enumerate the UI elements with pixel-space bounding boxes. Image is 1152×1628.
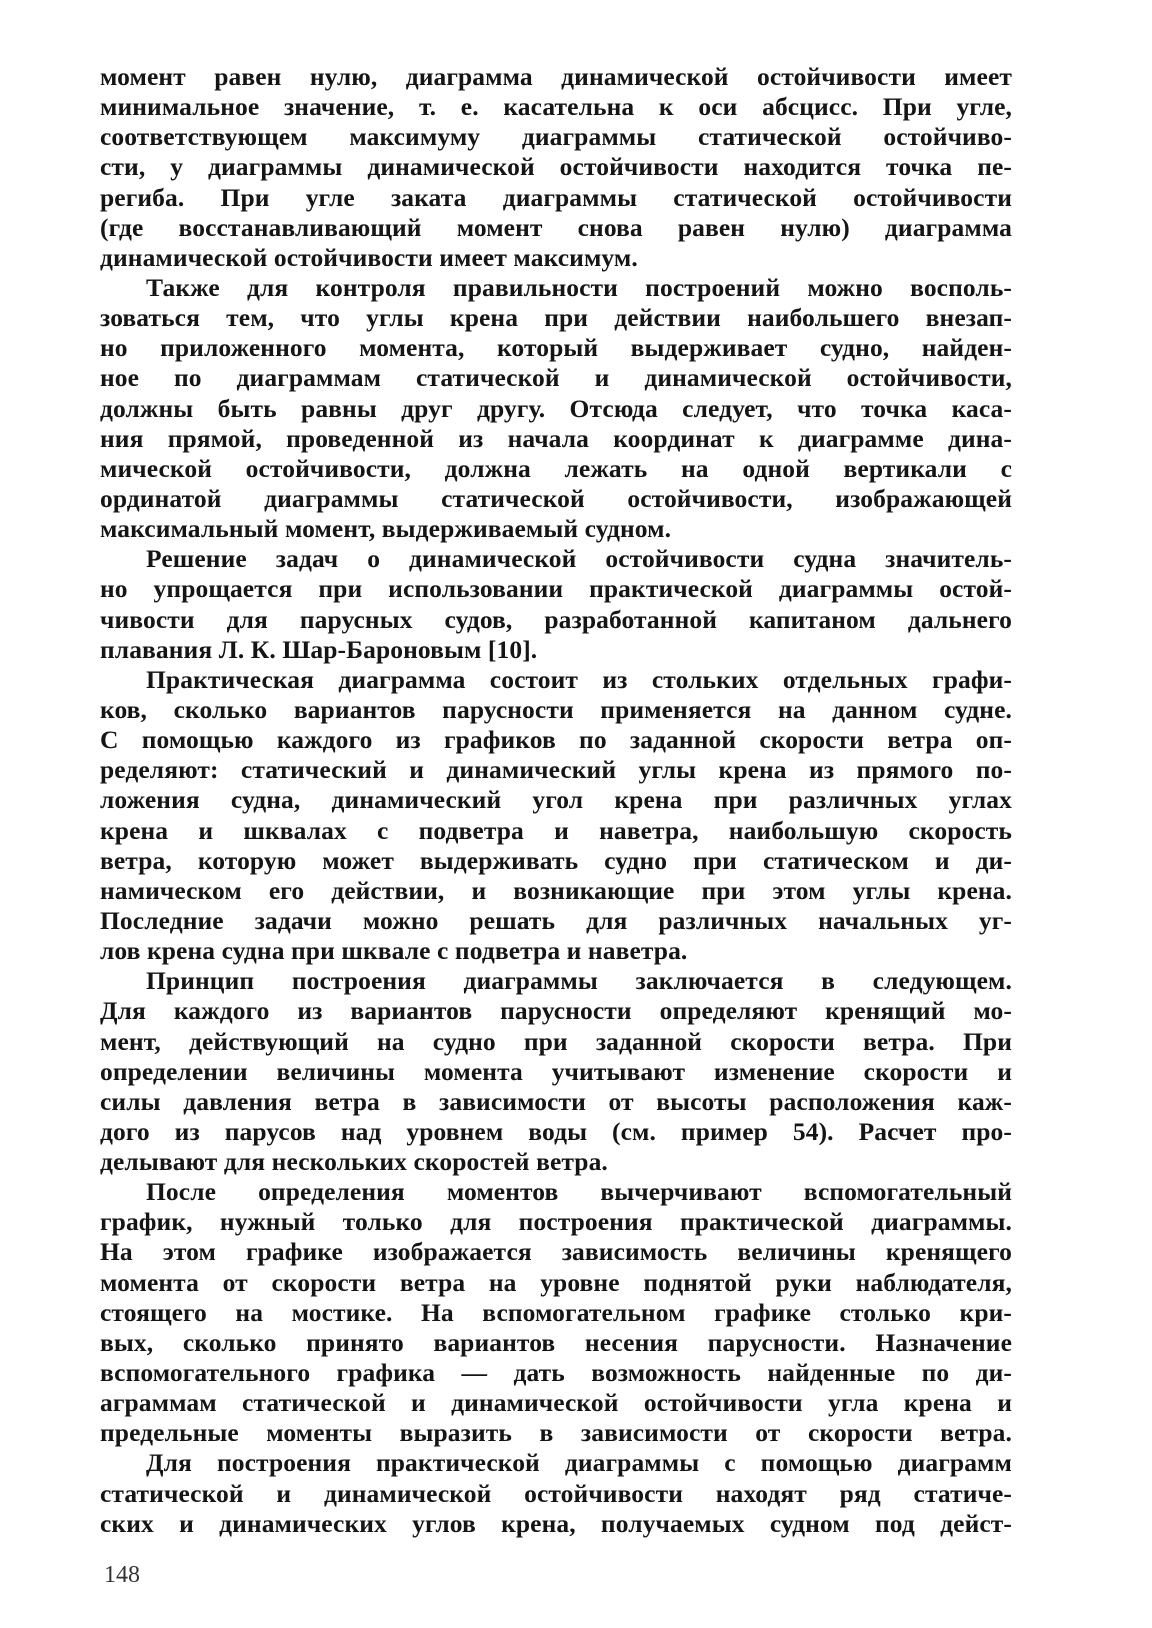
text-line: Последние задачи можно решать для различных начальных уг- — [100, 905, 1012, 935]
text-line: но приложенного момента, который выдерживает судно, найден- — [100, 333, 1012, 363]
text-line: ное по диаграммам статической и динамической остойчивости, — [100, 363, 1012, 393]
text-line: чивости для парусных судов, разработанной капитаном дальнего — [100, 604, 1012, 634]
book-page-body — [100, 62, 1012, 1539]
text-line: ских и динамических углов крена, получаемых судном под дейст- — [100, 1508, 1012, 1538]
text-line: региба. При угле заката диаграммы статической остойчивости — [100, 182, 1012, 212]
text-line: график, нужный только для построения практической диаграммы. — [100, 1207, 1012, 1237]
text-line: Для каждого из вариантов парусности определяют кренящий мо- — [100, 996, 1012, 1026]
text-line: Решение задач о динамической остойчивости судна значитель- — [146, 544, 1012, 574]
text-line: зоваться тем, что углы крена при действии наибольшего внезап- — [100, 303, 1012, 333]
paragraph — [100, 273, 1012, 544]
text-line: аграммам статической и динамической остойчивости угла крена и — [100, 1388, 1012, 1418]
text-line: вспомогательного графика — дать возможность найденные по ди- — [100, 1358, 1012, 1388]
paragraph — [100, 544, 1012, 665]
text-line: стоящего на мостике. На вспомогательном графике столько кри- — [100, 1297, 1012, 1327]
text-line: лов крена судна при шквале с подветра и наветра. — [100, 936, 688, 966]
text-line: но упрощается при использовании практической диаграммы остой- — [100, 574, 1012, 604]
paragraph — [100, 62, 1012, 273]
text-line: Для построения практической диаграммы с помощью диаграмм — [146, 1448, 1012, 1478]
page-number: 148 — [104, 1562, 140, 1588]
text-line: максимальный момент, выдерживаемый судном. — [100, 514, 672, 544]
text-line: статической и динамической остойчивости находят ряд статиче- — [100, 1478, 1012, 1508]
text-line: минимальное значение, т. е. касательна к оси абсцисс. При угле, — [100, 92, 1012, 122]
text-line: динамической остойчивости имеет максимум. — [100, 242, 638, 272]
text-line: ков, сколько вариантов парусности применяется на данном судне. — [100, 694, 1012, 724]
text-line: ния прямой, проведенной из начала координат к диаграмме дина- — [100, 423, 1012, 453]
text-line: предельные моменты выразить в зависимости от скорости ветра. — [100, 1418, 1012, 1448]
text-line: С помощью каждого из графиков по заданной скорости ветра оп- — [100, 725, 1012, 755]
text-line: момент равен нулю, диаграмма динамической остойчивости имеет — [100, 62, 1012, 91]
text-line: сти, у диаграммы динамической остойчивости находится точка пе- — [100, 152, 1012, 182]
text-line: Также для контроля правильности построений можно восполь- — [146, 272, 1012, 302]
text-line: После определения моментов вычерчивают вспомогательный — [146, 1177, 1012, 1207]
text-line: Принцип построения диаграммы заключается в следующем. — [146, 966, 1012, 996]
text-line: определении величины момента учитывают изменение скорости и — [100, 1056, 1012, 1086]
text-line: плавания Л. К. Шар-Бароновым [10]. — [100, 634, 538, 664]
text-line: вых, сколько принято вариантов несения парусности. Назначение — [100, 1327, 1012, 1357]
text-line: ординатой диаграммы статической остойчивости, изображающей — [100, 483, 1012, 513]
text-line: дого из парусов над уровнем воды (см. пример 54). Расчет про- — [100, 1116, 1012, 1146]
text-line: ределяют: статический и динамический углы крена из прямого по- — [100, 755, 1012, 785]
paragraph — [100, 966, 1012, 1177]
paragraph — [100, 665, 1012, 966]
text-line: (где восстанавливающий момент снова равен нулю) диаграмма — [100, 212, 1012, 242]
text-line: крена и шквалах с подветра и наветра, наибольшую скорость — [100, 815, 1012, 845]
text-line: должны быть равны друг другу. Отсюда следует, что точка каса- — [100, 393, 1012, 423]
text-line: ветра, которую может выдерживать судно при статическом и ди- — [100, 845, 1012, 875]
paragraph — [100, 1448, 1012, 1538]
text-line: На этом графике изображается зависимость величины кренящего — [100, 1237, 1012, 1267]
paragraph — [100, 1177, 1012, 1448]
text-line: Практическая диаграмма состоит из стольких отдельных графи- — [146, 664, 1012, 694]
text-line: намическом его действии, и возникающие при этом углы крена. — [100, 875, 1012, 905]
text-line: делывают для нескольких скоростей ветра. — [100, 1147, 608, 1177]
text-line: мент, действующий на судно при заданной скорости ветра. При — [100, 1026, 1012, 1056]
text-line: соответствующем максимуму диаграммы статической остойчиво- — [100, 122, 1012, 152]
text-line: ложения судна, динамический угол крена при различных углах — [100, 785, 1012, 815]
text-line: момента от скорости ветра на уровне поднятой руки наблюдателя, — [100, 1267, 1012, 1297]
text-line: силы давления ветра в зависимости от высоты расположения каж- — [100, 1086, 1012, 1116]
text-line: мической остойчивости, должна лежать на одной вертикали с — [100, 453, 1012, 483]
